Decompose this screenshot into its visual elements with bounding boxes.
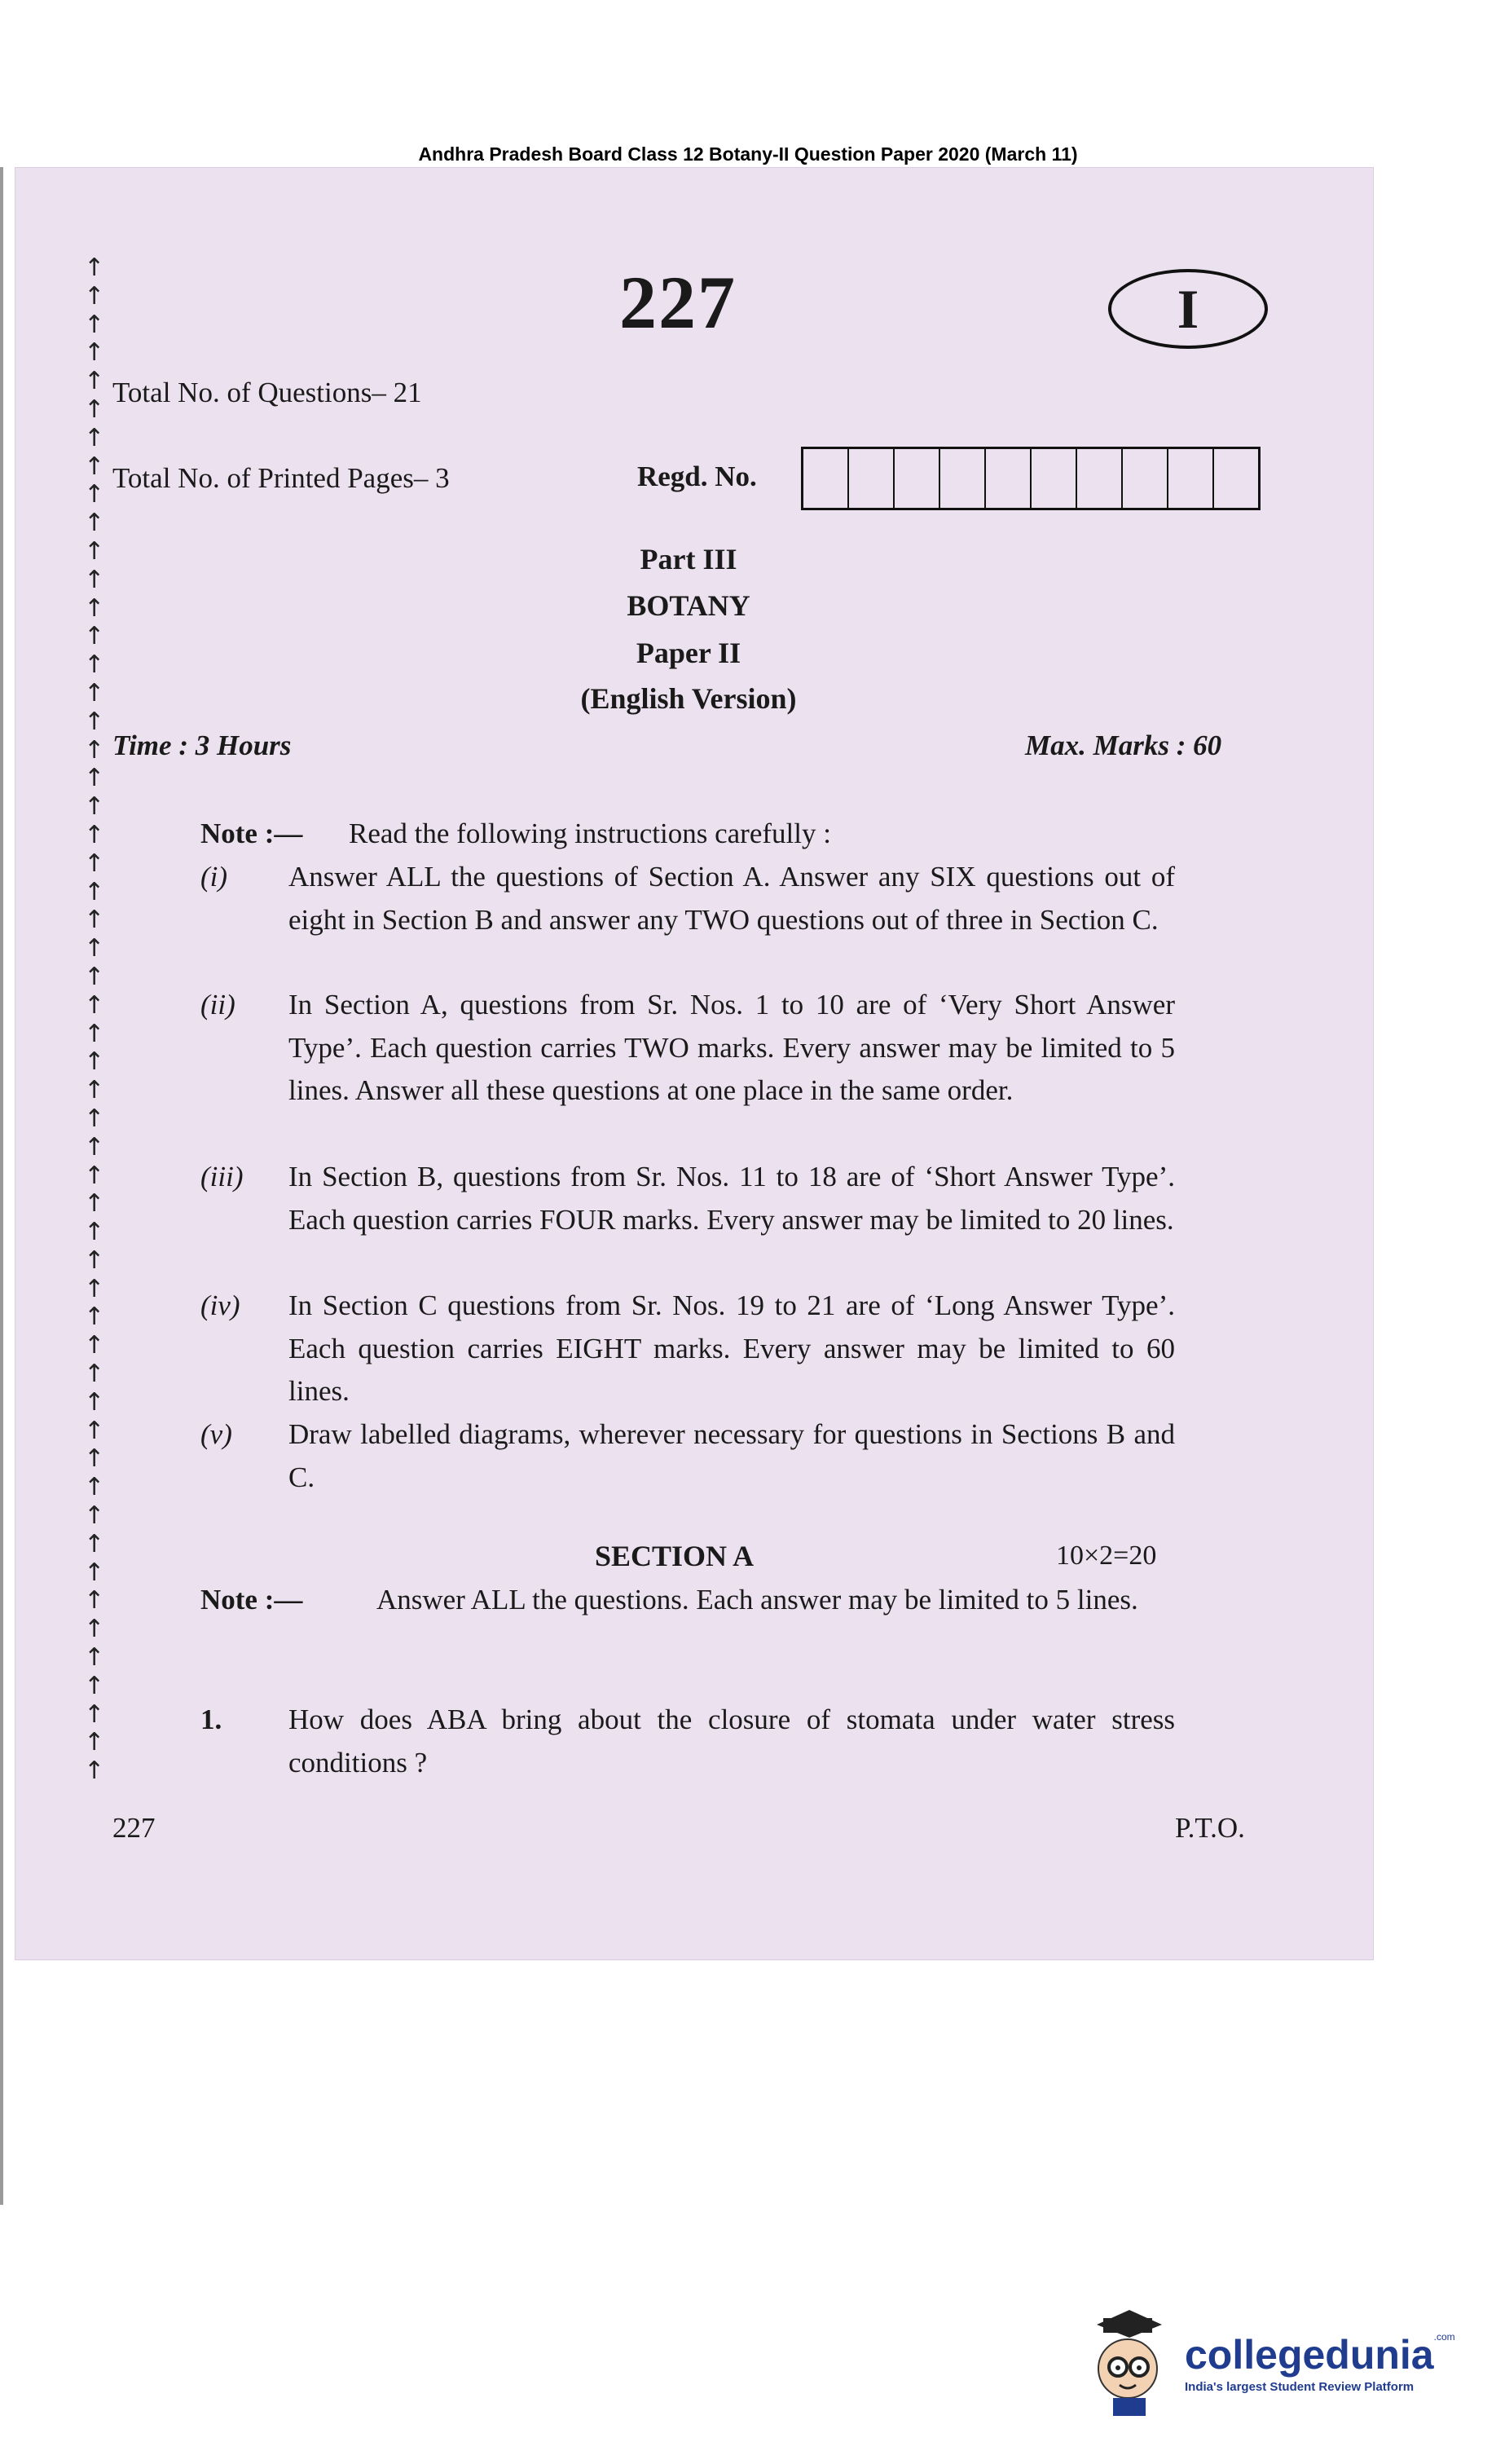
version-title: (English Version) [580, 682, 797, 715]
mascot-icon [1089, 2305, 1178, 2419]
footer-pto: P.T.O. [1175, 1812, 1245, 1844]
margin-arrow-icon: ↑ [84, 1104, 105, 1133]
margin-arrow-icon: ↑ [84, 1076, 105, 1105]
margin-arrow-icon: ↑ [84, 423, 105, 452]
section-a-marks: 10×2=20 [1056, 1541, 1157, 1571]
question-text: How does ABA bring about the closure of stomata under water stress conditions ? [288, 1704, 1175, 1779]
regd-box [986, 449, 1032, 508]
margin-arrow-icon: ↑ [84, 1047, 105, 1077]
collegedunia-logo [1089, 2305, 1455, 2419]
margin-arrow-icon: ↑ [84, 764, 105, 793]
margin-arrow-icon: ↑ [84, 1643, 105, 1673]
set-label: I [1177, 277, 1199, 340]
margin-arrow-icon: ↑ [84, 1757, 105, 1786]
instructions-note-label: Note :— [200, 818, 303, 849]
section-note-label: Note :— [200, 1584, 303, 1615]
instruction-number: (iii) [200, 1161, 244, 1192]
margin-arrow-icon: ↑ [84, 820, 105, 849]
regd-box [940, 449, 986, 508]
paper-code: 227 [619, 261, 737, 344]
margin-arrow-icon: ↑ [84, 1245, 105, 1275]
instruction-number: (iv) [200, 1289, 240, 1321]
margin-arrow-icon: ↑ [84, 565, 105, 594]
margin-arrow-icon: ↑ [84, 536, 105, 566]
set-badge [1108, 269, 1268, 349]
margin-arrow-icon: ↑ [84, 678, 105, 707]
logo-tagline: India's largest Student Review Platform [1185, 2379, 1415, 2394]
margin-arrow-icon: ↑ [84, 1274, 105, 1303]
margin-arrow-icon: ↑ [84, 281, 105, 311]
margin-arrow-icon: ↑ [84, 1387, 105, 1417]
margin-arrow-icon: ↑ [84, 1189, 105, 1219]
logo-name: collegedunia [1185, 2331, 1434, 2378]
regd-box [803, 449, 849, 508]
margin-arrow-icon: ↑ [84, 395, 105, 424]
instruction-text: In Section A, questions from Sr. Nos. 1 to 10 are of ‘Very Short Answer Type’. Each question carries TWO marks. Every answer may be limited to 5 lines. Answer all these questions at one place in the same order. [288, 989, 1175, 1106]
regd-no-label: Regd. No. [637, 461, 757, 492]
regd-box [1214, 449, 1258, 508]
margin-arrow-icon: ↑ [84, 792, 105, 822]
margin-arrow-icon: ↑ [84, 650, 105, 680]
margin-arrow-icon: ↑ [84, 452, 105, 481]
margin-arrow-icon: ↑ [84, 1501, 105, 1531]
instruction-number: (ii) [200, 989, 235, 1020]
margin-arrow-icon: ↑ [84, 1671, 105, 1700]
margin-arrow-icon: ↑ [84, 593, 105, 623]
regd-box [849, 449, 895, 508]
total-pages: Total No. of Printed Pages– 3 [112, 462, 450, 494]
logo-suffix: .com [1433, 2330, 1455, 2343]
time-label: Time : 3 Hours [112, 730, 292, 761]
regd-box [1123, 449, 1168, 508]
margin-arrow-icon: ↑ [84, 1699, 105, 1729]
section-a-title: SECTION A [595, 1540, 755, 1572]
margin-arrow-icon: ↑ [84, 1558, 105, 1587]
margin-arrow-icon: ↑ [84, 1161, 105, 1190]
margin-arrow-icon: ↑ [84, 990, 105, 1020]
margin-arrow-icon: ↑ [84, 1728, 105, 1757]
regd-box [1032, 449, 1077, 508]
margin-arrow-icon: ↑ [84, 1303, 105, 1332]
margin-arrow-icon: ↑ [84, 338, 105, 368]
margin-arrow-icon: ↑ [84, 367, 105, 396]
margin-arrow-icon: ↑ [84, 1331, 105, 1360]
instruction-text: Answer ALL the questions of Section A. Answer any SIX questions out of eight in Section B and answer any TWO questions out of three in Section C. [288, 861, 1175, 936]
margin-arrow-icon: ↑ [84, 735, 105, 765]
section-note-text: Answer ALL the questions. Each answer may be limited to 5 lines. [376, 1584, 1138, 1615]
subject-title: BOTANY [627, 589, 750, 622]
instruction-number: (i) [200, 861, 228, 893]
margin-arrow-icon: ↑ [84, 253, 105, 282]
part-title: Part III [640, 543, 737, 575]
instruction-text: Draw labelled diagrams, wherever necessary for questions in Sections B and C. [288, 1418, 1175, 1493]
margin-arrow-icon: ↑ [84, 622, 105, 651]
regd-box [895, 449, 940, 508]
regd-box [1168, 449, 1214, 508]
margin-arrow-icon: ↑ [84, 962, 105, 991]
instruction-number: (v) [200, 1418, 232, 1450]
document-header-title: Andhra Pradesh Board Class 12 Botany-II Question Paper 2020 (March 11) [418, 143, 1078, 165]
margin-arrow-icon: ↑ [84, 1019, 105, 1048]
margin-arrow-icon: ↑ [84, 310, 105, 339]
max-marks-label: Max. Marks : 60 [1025, 730, 1222, 761]
paper-title: Paper II [636, 637, 741, 669]
margin-arrow-icon: ↑ [84, 1586, 105, 1615]
scan-edge [0, 167, 3, 2205]
margin-arrow-icon: ↑ [84, 480, 105, 509]
regd-box [1077, 449, 1123, 508]
margin-arrow-icon: ↑ [84, 1473, 105, 1502]
instruction-text: In Section B, questions from Sr. Nos. 11 to 18 are of ‘Short Answer Type’. Each question carries FOUR marks. Every answer may be limited to 20 lines. [288, 1161, 1175, 1236]
margin-arrow-icon: ↑ [84, 1218, 105, 1247]
margin-arrow-icon: ↑ [84, 849, 105, 878]
instructions-note-text: Read the following instructions carefully : [349, 818, 831, 849]
margin-arrow-icon: ↑ [84, 1360, 105, 1389]
margin-arrows [84, 254, 117, 1786]
regd-no-boxes [801, 447, 1261, 510]
margin-arrow-icon: ↑ [84, 1529, 105, 1558]
margin-arrow-icon: ↑ [84, 934, 105, 963]
instruction-text: In Section C questions from Sr. Nos. 19 to 21 are of ‘Long Answer Type’. Each question carries EIGHT marks. Every answer may be limited to 60 lines. [288, 1289, 1175, 1407]
footer-page-code: 227 [112, 1812, 156, 1844]
margin-arrow-icon: ↑ [84, 509, 105, 538]
question-number: 1. [200, 1704, 222, 1735]
margin-arrow-icon: ↑ [84, 707, 105, 736]
margin-arrow-icon: ↑ [84, 877, 105, 906]
margin-arrow-icon: ↑ [84, 1615, 105, 1644]
margin-arrow-icon: ↑ [84, 1444, 105, 1474]
margin-arrow-icon: ↑ [84, 906, 105, 935]
margin-arrow-icon: ↑ [84, 1132, 105, 1161]
total-questions: Total No. of Questions– 21 [112, 377, 422, 408]
margin-arrow-icon: ↑ [84, 1416, 105, 1445]
